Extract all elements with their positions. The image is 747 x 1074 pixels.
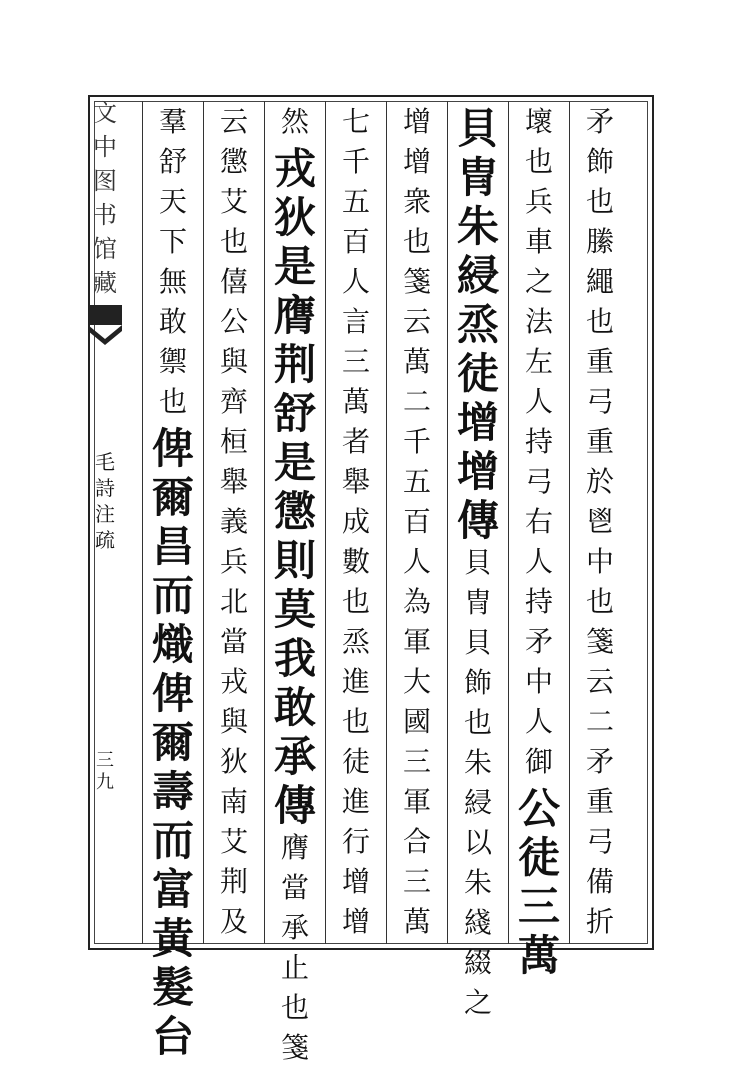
main-text-segment xyxy=(149,424,197,1065)
glyph: 貝 xyxy=(463,626,492,659)
main-text-segment xyxy=(454,104,502,500)
glyph: 弓 xyxy=(585,825,614,858)
glyph: 縢 xyxy=(585,225,614,258)
glyph: 持 xyxy=(524,425,553,458)
glyph: 萬 xyxy=(341,385,370,418)
glyph: 徒 xyxy=(341,745,370,778)
glyph: 台 xyxy=(151,1012,194,1061)
glyph: 舒 xyxy=(273,389,316,438)
text-column xyxy=(575,105,625,938)
glyph: 荆 xyxy=(273,340,316,389)
glyph: 合 xyxy=(402,825,431,858)
glyph: 莫 xyxy=(273,585,316,634)
commentary-segment xyxy=(271,831,319,1074)
running-title-char: 毛 xyxy=(95,450,115,474)
glyph: 羣 xyxy=(158,105,187,138)
glyph: 重 xyxy=(585,425,614,458)
page-number xyxy=(93,752,117,796)
margin-title-char: 馆 xyxy=(93,235,117,263)
glyph: 車 xyxy=(524,225,553,258)
glyph: 五 xyxy=(402,465,431,498)
glyph: 是 xyxy=(273,438,316,487)
commentary-segment xyxy=(149,105,197,428)
glyph: 增 xyxy=(456,398,499,447)
glyph: 南 xyxy=(219,785,248,818)
glyph: 也 xyxy=(219,225,248,258)
glyph: 御 xyxy=(524,745,553,778)
glyph: 二 xyxy=(585,705,614,738)
glyph: 戎 xyxy=(273,144,316,193)
glyph: 無 xyxy=(158,265,187,298)
column-rule xyxy=(447,101,448,944)
glyph: 烝 xyxy=(341,625,370,658)
glyph: 傳 xyxy=(456,496,499,545)
glyph: 三 xyxy=(402,745,431,778)
glyph: 昌 xyxy=(151,522,194,571)
glyph: 朱 xyxy=(463,746,492,779)
glyph: 爾 xyxy=(151,473,194,522)
glyph: 之 xyxy=(524,265,553,298)
glyph: 持 xyxy=(524,585,553,618)
glyph: 人 xyxy=(524,385,553,418)
column-rule xyxy=(264,101,265,944)
glyph: 徒 xyxy=(517,833,560,882)
glyph: 敢 xyxy=(158,305,187,338)
glyph: 增 xyxy=(402,145,431,178)
glyph: 則 xyxy=(273,536,316,585)
glyph: 者 xyxy=(341,425,370,458)
glyph: 也 xyxy=(402,225,431,258)
glyph: 為 xyxy=(402,585,431,618)
glyph: 箋 xyxy=(402,265,431,298)
glyph: 兵 xyxy=(524,185,553,218)
glyph: 貝 xyxy=(463,546,492,579)
glyph: 行 xyxy=(341,825,370,858)
glyph: 百 xyxy=(341,225,370,258)
text-column xyxy=(148,105,198,1061)
glyph: 之 xyxy=(463,986,492,1019)
text-column xyxy=(453,104,503,1019)
glyph: 艾 xyxy=(219,825,248,858)
glyph: 五 xyxy=(341,185,370,218)
glyph: 右 xyxy=(524,505,553,538)
glyph: 朱 xyxy=(463,866,492,899)
glyph: 公 xyxy=(517,784,560,833)
margin-title-char: 图 xyxy=(93,167,117,195)
glyph: 萬 xyxy=(517,931,560,980)
glyph: 軍 xyxy=(402,625,431,658)
glyph: 朱 xyxy=(456,202,499,251)
glyph: 國 xyxy=(402,705,431,738)
column-rule xyxy=(203,101,204,944)
fishtail-mark-icon xyxy=(88,305,122,347)
commentary-segment xyxy=(271,105,319,148)
commentary-segment xyxy=(454,546,502,1029)
main-text-segment xyxy=(515,784,563,984)
glyph: 壽 xyxy=(151,767,194,816)
glyph: 備 xyxy=(585,865,614,898)
glyph: 我 xyxy=(273,634,316,683)
glyph: 矛 xyxy=(585,105,614,138)
column-rule xyxy=(142,101,143,944)
commentary-segment xyxy=(515,105,563,788)
glyph: 七 xyxy=(341,105,370,138)
main-text-segment xyxy=(271,781,319,834)
commentary-segment xyxy=(393,105,441,948)
glyph: 衆 xyxy=(402,185,431,218)
running-title-char: 注 xyxy=(95,502,115,526)
glyph: 承 xyxy=(273,732,316,781)
glyph: 荆 xyxy=(219,865,248,898)
glyph: 爾 xyxy=(151,718,194,767)
glyph: 弓 xyxy=(585,385,614,418)
commentary-segment xyxy=(332,105,380,948)
glyph: 重 xyxy=(585,785,614,818)
glyph: 義 xyxy=(219,505,248,538)
text-column xyxy=(270,105,320,1064)
glyph: 也 xyxy=(585,185,614,218)
glyph: 增 xyxy=(402,105,431,138)
glyph: 增 xyxy=(341,865,370,898)
glyph: 飾 xyxy=(463,666,492,699)
glyph: 進 xyxy=(341,665,370,698)
glyph: 狄 xyxy=(219,745,248,778)
glyph: 也 xyxy=(341,585,370,618)
glyph: 三 xyxy=(517,882,560,931)
margin-title-char: 文 xyxy=(93,99,117,127)
glyph: 云 xyxy=(219,105,248,138)
glyph: 也 xyxy=(341,705,370,738)
glyph: 也 xyxy=(158,385,187,418)
glyph: 也 xyxy=(280,991,309,1024)
glyph: 重 xyxy=(585,345,614,378)
glyph: 百 xyxy=(402,505,431,538)
glyph: 言 xyxy=(341,305,370,338)
glyph: 傳 xyxy=(273,781,316,830)
column-rule xyxy=(325,101,326,944)
glyph: 人 xyxy=(524,705,553,738)
glyph: 折 xyxy=(585,905,614,938)
glyph: 也 xyxy=(463,706,492,739)
glyph: 於 xyxy=(585,465,614,498)
glyph: 貝 xyxy=(456,104,499,153)
glyph: 綅 xyxy=(456,251,499,300)
glyph: 敢 xyxy=(273,683,316,732)
glyph: 成 xyxy=(341,505,370,538)
glyph: 齊 xyxy=(219,385,248,418)
glyph: 也 xyxy=(585,585,614,618)
glyph: 舉 xyxy=(341,465,370,498)
text-column xyxy=(514,105,564,980)
glyph: 與 xyxy=(219,705,248,738)
glyph: 冑 xyxy=(456,153,499,202)
glyph: 矛 xyxy=(585,745,614,778)
column-rule xyxy=(569,101,570,944)
glyph: 而 xyxy=(151,816,194,865)
glyph: 也 xyxy=(585,305,614,338)
glyph: 大 xyxy=(402,665,431,698)
glyph: 箋 xyxy=(280,1031,309,1064)
glyph: 左 xyxy=(524,345,553,378)
running-title xyxy=(93,452,117,556)
column-rule xyxy=(386,101,387,944)
glyph: 云 xyxy=(402,305,431,338)
glyph: 人 xyxy=(341,265,370,298)
glyph: 增 xyxy=(341,905,370,938)
glyph: 及 xyxy=(219,905,248,938)
glyph: 中 xyxy=(524,665,553,698)
glyph: 北 xyxy=(219,585,248,618)
glyph: 萬 xyxy=(402,345,431,378)
column-rule xyxy=(508,101,509,944)
glyph: 綫 xyxy=(463,906,492,939)
glyph: 承 xyxy=(280,911,309,944)
glyph: 舒 xyxy=(158,145,187,178)
page-number-char: 九 xyxy=(96,772,114,793)
margin-title-char: 中 xyxy=(93,133,117,161)
main-text-segment xyxy=(454,496,502,549)
glyph: 增 xyxy=(456,447,499,496)
glyph: 富 xyxy=(151,865,194,914)
glyph: 以 xyxy=(463,826,492,859)
glyph: 戎 xyxy=(219,665,248,698)
glyph: 膺 xyxy=(280,831,309,864)
text-column xyxy=(331,105,381,938)
glyph: 狄 xyxy=(273,193,316,242)
glyph: 徒 xyxy=(456,349,499,398)
glyph: 矛 xyxy=(524,625,553,658)
glyph: 艾 xyxy=(219,185,248,218)
glyph: 懲 xyxy=(273,487,316,536)
glyph: 當 xyxy=(219,625,248,658)
glyph: 軍 xyxy=(402,785,431,818)
glyph: 烝 xyxy=(456,300,499,349)
glyph: 二 xyxy=(402,385,431,418)
text-column xyxy=(209,105,259,938)
glyph: 人 xyxy=(402,545,431,578)
glyph: 三 xyxy=(402,865,431,898)
glyph: 僖 xyxy=(219,265,248,298)
glyph: 冑 xyxy=(463,586,492,619)
glyph: 公 xyxy=(219,305,248,338)
glyph: 兵 xyxy=(219,545,248,578)
glyph: 舉 xyxy=(219,465,248,498)
glyph: 弓 xyxy=(524,465,553,498)
main-text-segment xyxy=(271,144,319,785)
glyph: 人 xyxy=(524,545,553,578)
glyph: 與 xyxy=(219,345,248,378)
glyph: 止 xyxy=(280,951,309,984)
running-title-char: 詩 xyxy=(95,476,115,500)
glyph: 也 xyxy=(524,145,553,178)
running-title-char: 疏 xyxy=(95,528,115,552)
glyph: 千 xyxy=(402,425,431,458)
glyph: 箋 xyxy=(585,625,614,658)
glyph: 綴 xyxy=(463,946,492,979)
glyph: 繩 xyxy=(585,265,614,298)
glyph: 云 xyxy=(585,665,614,698)
commentary-segment xyxy=(210,105,258,948)
glyph: 萬 xyxy=(402,905,431,938)
glyph: 數 xyxy=(341,545,370,578)
glyph: 熾 xyxy=(151,620,194,669)
glyph: 桓 xyxy=(219,425,248,458)
glyph: 天 xyxy=(158,185,187,218)
glyph: 當 xyxy=(280,871,309,904)
glyph: 然 xyxy=(280,105,309,138)
glyph: 黃 xyxy=(151,914,194,963)
glyph: 飾 xyxy=(585,145,614,178)
glyph: 三 xyxy=(341,345,370,378)
glyph: 進 xyxy=(341,785,370,818)
glyph: 髮 xyxy=(151,963,194,1012)
glyph: 是 xyxy=(273,242,316,291)
glyph: 千 xyxy=(341,145,370,178)
glyph: 俾 xyxy=(151,669,194,718)
margin-title-char: 书 xyxy=(93,201,117,229)
glyph: 壞 xyxy=(524,105,553,138)
glyph: 法 xyxy=(524,305,553,338)
glyph: 俾 xyxy=(151,424,194,473)
text-column xyxy=(392,105,442,938)
glyph: 懲 xyxy=(219,145,248,178)
glyph: 下 xyxy=(158,225,187,258)
glyph: 禦 xyxy=(158,345,187,378)
glyph: 綅 xyxy=(463,786,492,819)
glyph: 中 xyxy=(585,545,614,578)
glyph: 鬯 xyxy=(585,505,614,538)
margin-title-char: 藏 xyxy=(93,269,117,297)
glyph: 膺 xyxy=(273,291,316,340)
glyph: 而 xyxy=(151,571,194,620)
page-number-char: 三 xyxy=(96,750,114,771)
commentary-segment xyxy=(576,105,624,948)
